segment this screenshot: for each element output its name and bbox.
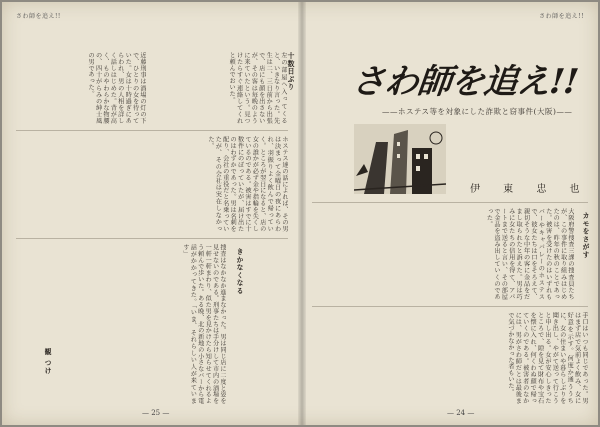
left-text-middle: ホステス達の話によれば、その男は決まって金曜日の夜にあらわれ、羽振りよく飲んで帰っていく。ところが翌日になると、店の女の誰かが必ず金や指輪を失くしているのである。被害はすでに十数件にのぼっていたが、届け出たのはわずかであった。男は名刺を配り、会社の重役だと名乗っていたが、その会社は実在しなかった。 [206,136,288,232]
magazine-spread [2,2,598,425]
left-text-bottom: 捜査はなかなか進まなかった。男は同じ店に二度と姿を見せないのである。刑事たちは手分けして市内の酒場を一軒一軒まわり、似た男を見かけたら知らせてくれるよう頼んで歩いた。ある晩、北の新地の小さなバーから電話がかかってきた。「いま、それらしい人が来ています」 [181,244,226,404]
article-subtitle: ——ホステス等を対象にした詐欺と窃事件(大阪)—— [382,107,573,116]
page-gutter [298,2,306,425]
author-name: 伊 東 忠 也 [470,184,590,195]
right-column-rule-2 [312,306,588,307]
right-column-rule-1 [312,202,588,203]
left-text-top-a: 左の部屋へ入ってくると、いきなり言った。先生は二、三日前から出張で、店にも顔を出さないが、その客は毎晩のように来ていたという。見つけたらすぐ連絡してくれと頼んでおいた。 [228,52,287,124]
page-number-left: — 25 — [142,409,170,417]
left-column-rule-1 [16,130,288,131]
heading-kamo: カモをさがす [581,212,589,259]
street-illustration [354,124,446,194]
heading-mitsuke: 観 つけ [43,348,51,375]
page-number-right: — 24 — [447,409,475,417]
left-column-rule-2 [16,238,288,239]
right-text-middle: 大阪府警捜査三課の捜査員たちが、この事件に取り組みはじめたのは、昨年の秋のことであった。被害を受けたのはいずれもバーやキャバレーのホステスで、彼女たちは口をそろえて、親切そうな中年の客に金品をだまし取られたと訴えた。男は巧みに女たちの信用を得て、アパートまで送ると言い、その部屋で金品を盗み出していくのであった。 [485,208,574,300]
right-text-bottom: 手口はいつも同じであった。男はまず店で気前よく飲み、女に好意を示す。何度か通ううちに、女の住まいや暮らしぶりを聞き出し、やがて送って行こうと申し出る。女が安心しきったところで、隙を見て財布や宝石を懐に入れ、何くわぬ顔で帰っていくのである。被害者のなかには、男がさわ師だとは最後まで気づかなかった者もいた。 [506,312,588,404]
running-head-left: さわ師を追え!! [16,13,61,20]
left-text-top-b: 近藤刑事は酒場の灯の下で、ひとりの女を待っていた。女は十時過ぎにあらわれ、男の人相を詳しく話しはじめた。背が高く、ものやわらかな物腰の、四十がらみの紳士風の男であった。 [87,52,146,124]
article-title: さわ師を追え!! [349,62,580,102]
heading-kikanaku: きかなくなる [235,248,243,295]
running-head-right: さわ師を追え!! [539,13,584,20]
heading-juusuu: 十数日ぶり [286,52,294,91]
